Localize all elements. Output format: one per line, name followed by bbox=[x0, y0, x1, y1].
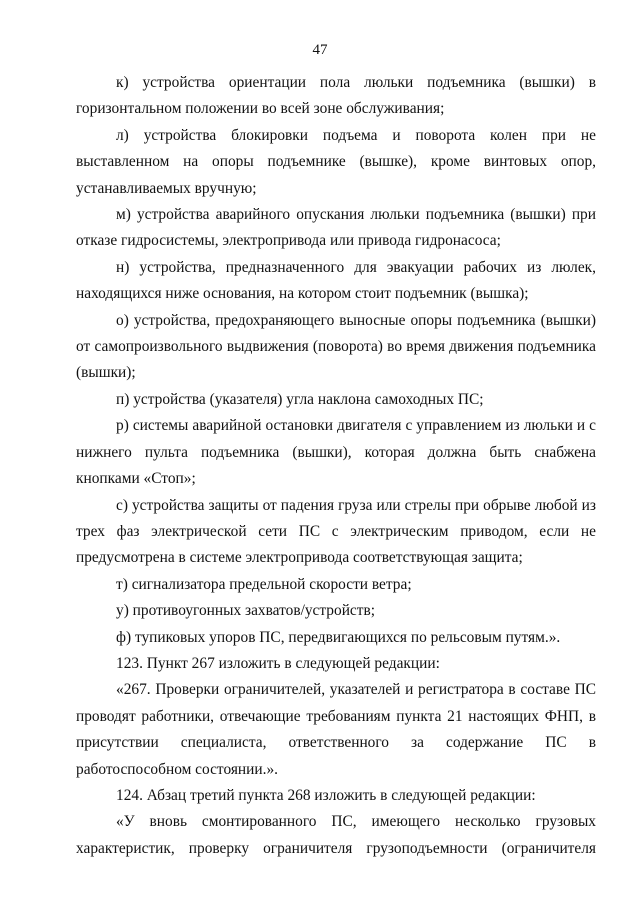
paragraph-k: к) устройства ориентации пола люльки подъемника (вышки) в горизонтальном положении во всей зоне обслуживания; bbox=[76, 74, 596, 118]
paragraph-u: у) противоугонных захватов/устройств; bbox=[116, 602, 376, 620]
page-number: 47 bbox=[312, 42, 328, 58]
paragraph-clause-267: «267. Проверки ограничителей, указателей и регистратора в составе ПС проводят работники, отвечающие требованиям пункта 21 настоящих ФНП, в присутствии специалиста, ответственного за содержание ПС в работоспособном состоянии.». bbox=[76, 681, 596, 778]
paragraph-item-124: 124. Абзац третий пункта 268 изложить в следующей редакции: bbox=[116, 786, 536, 804]
paragraph-o: о) устройства, предохраняющего выносные опоры подъемника (вышки) от самопроизвольного выдвижения (поворота) во время движения подъемника (вышки); bbox=[76, 311, 596, 382]
document-body bbox=[76, 70, 596, 862]
paragraph-m: м) устройства аварийного опускания люльки подъемника (вышки) при отказе гидросистемы, электропривода или привода гидронасоса; bbox=[76, 206, 596, 250]
paragraph-s: с) устройства защиты от падения груза или стрелы при обрыве любой из трех фаз электрической сети ПС с электрическим приводом, если не предусмотрена в системе электропривода соответствующая защита; bbox=[76, 496, 596, 567]
paragraph-l: л) устройства блокировки подъема и поворота колен при не выставленном на опоры подъемнике (вышке), кроме винтовых опор, устанавливаемых вручную; bbox=[76, 126, 596, 197]
paragraph-t: т) сигнализатора предельной скорости ветра; bbox=[116, 575, 412, 593]
paragraph-p: п) устройства (указателя) угла наклона самоходных ПС; bbox=[116, 390, 484, 408]
paragraph-item-123: 123. Пункт 267 изложить в следующей редакции: bbox=[116, 654, 440, 672]
paragraph-n: н) устройства, предназначенного для эвакуации рабочих из люлек, находящихся ниже основания, на котором стоит подъемник (вышка); bbox=[76, 258, 596, 303]
paragraph-f: ф) тупиковых упоров ПС, передвигающихся по рельсовым путям.». bbox=[116, 628, 561, 646]
paragraph-r: р) системы аварийной остановки двигателя с управлением из люльки и с нижнего пульта подъемника (вышки), которая должна быть снабжена кнопками «Стоп»; bbox=[76, 417, 596, 488]
paragraph-clause-268: «У вновь смонтированного ПС, имеющего несколько грузовых характеристик, проверку ограничителя грузоподъемности (ограничителя bbox=[76, 813, 596, 857]
